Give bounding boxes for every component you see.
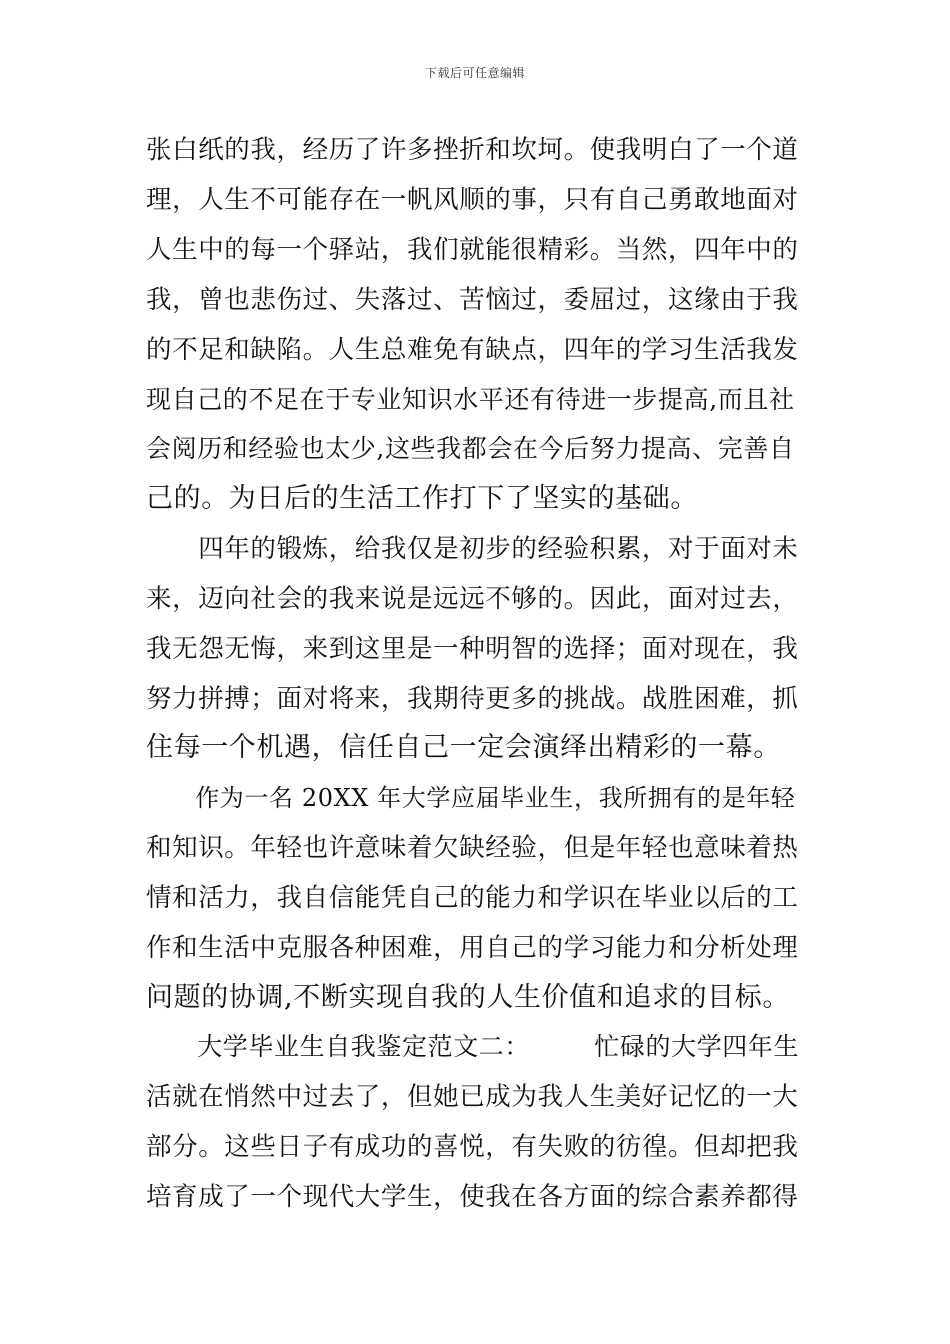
text-line: 来，迈向社会的我来说是远远不够的。因此，面对过去， [146, 584, 799, 614]
text-line: 理，人生不可能存在一帆风顺的事，只有自己勇敢地面对 [146, 185, 799, 215]
page-header: 下载后可任意编辑 [424, 66, 525, 80]
text-line: 培育成了一个现代大学生，使我在各方面的综合素养都得 [146, 1182, 799, 1212]
text-line: 现自己的不足在于专业知识水平还有待进一步提高,而且社 [146, 385, 795, 414]
text-line: 情和活力，我自信能凭自己的能力和学识在毕业以后的工 [146, 883, 799, 913]
text-line: 的不足和缺陷。人生总难免有缺点，四年的学习生活我发 [146, 335, 799, 365]
text-line: 问题的协调,不断实现自我的人生价值和追求的目标。 [146, 982, 790, 1013]
text-line: 努力拼搏；面对将来，我期待更多的挑战。战胜困难，抓 [146, 684, 799, 714]
text-line: 我，曾也悲伤过、失落过、苦恼过，委屈过，这缘由于我 [146, 285, 799, 315]
text-line: 己的。为日后的生活工作打下了坚实的基础。 [146, 483, 698, 514]
text-line: 住每一个机遇，信任自己一定会演绎出精彩的一幕。 [146, 732, 781, 763]
text-line: 四年的锻炼，给我仅是初步的经验积累，对于面对未 [146, 534, 799, 564]
text-line: 部分。这些日子有成功的喜悦，有失败的彷徨。但却把我 [146, 1132, 799, 1162]
text-line: 大学毕业生自我鉴定范文二： 忙碌的大学四年生 [146, 1032, 800, 1061]
text-line: 人生中的每一个驿站，我们就能很精彩。当然，四年中的 [146, 235, 799, 265]
text-line: 活就在悄然中过去了，但她已成为我人生美好记忆的一大 [146, 1082, 799, 1112]
text-line: 和知识。年轻也许意味着欠缺经验，但是年轻也意味着热 [146, 833, 799, 863]
text-line: 作为一名 20XX 年大学应届毕业生，我所拥有的是年轻 [146, 784, 796, 812]
text-line: 我无怨无悔，来到这里是一种明智的选择；面对现在，我 [146, 634, 799, 664]
text-line: 会阅历和经验也太少,这些我都会在今后努力提高、完善自 [146, 434, 795, 463]
text-line: 作和生活中克服各种困难，用自己的学习能力和分析处理 [146, 933, 799, 963]
text-line: 张白纸的我，经历了许多挫折和坎坷。使我明白了一个道 [146, 135, 799, 165]
